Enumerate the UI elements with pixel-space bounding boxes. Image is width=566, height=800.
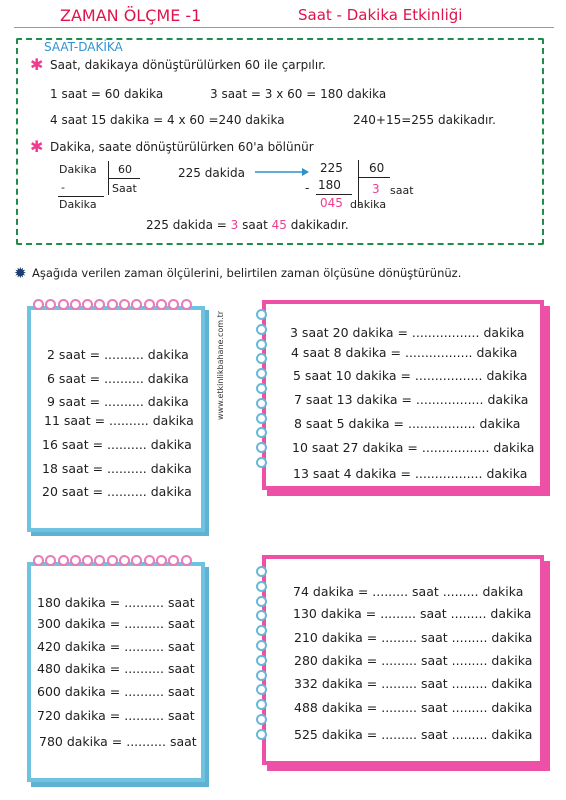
box3-item: 780 dakika = .......... saat: [39, 734, 197, 749]
box3-item: 300 dakika = .......... saat: [37, 616, 195, 631]
page-title: ZAMAN ÖLÇME -1: [60, 6, 202, 25]
box1-rings: [33, 299, 193, 310]
rule-2: Dakika, saate dönüştürülürken 60'a bölünür: [50, 140, 314, 154]
example-divisor: 60: [369, 161, 385, 175]
scheme-hline: [108, 178, 140, 179]
star-icon: ✱: [30, 55, 44, 74]
box2-rings: [256, 309, 267, 472]
box2-item: 5 saat 10 dakika = ................. dakika: [293, 368, 528, 383]
box4-item: 332 dakika = ......... saat ......... dakika: [294, 676, 533, 691]
example-2: 3 saat = 3 x 60 = 180 dakika: [210, 87, 387, 101]
result-line: 225 dakida = 3 saat 45 dakikadır.: [146, 218, 349, 232]
arrow-right-icon: [254, 166, 310, 178]
example-quotient: 3: [372, 182, 380, 196]
box1-item: 11 saat = .......... dakika: [44, 413, 194, 428]
box1-item: 20 saat = .......... dakika: [42, 484, 192, 499]
box2-item: 10 saat 27 dakika = ................. dakika: [292, 440, 535, 455]
example-subtract: 180: [318, 178, 341, 192]
page-subtitle: Saat - Dakika Etkinliği: [298, 6, 463, 24]
box2-item: 13 saat 4 dakika = ................. dakika: [293, 466, 528, 481]
example-dividend: 225: [320, 161, 343, 175]
box1-item: 2 saat = .......... dakika: [47, 347, 189, 362]
box2-item: 7 saat 13 dakika = ................. dakika: [294, 392, 529, 407]
example-label: 225 dakida: [178, 166, 245, 180]
scheme-dividend: Dakika: [59, 163, 97, 176]
example-remainder-unit: dakika: [350, 198, 387, 211]
box1-item: 9 saat = .......... dakika: [47, 394, 189, 409]
box4-item: 525 dakika = ......... saat ......... dakika: [294, 727, 533, 742]
box4-rings: [256, 566, 267, 744]
box4-item: 280 dakika = ......... saat ......... dakika: [294, 653, 533, 668]
example-remainder: 045: [320, 196, 343, 210]
star-icon: ✱: [30, 137, 44, 156]
box1-item: 16 saat = .......... dakika: [42, 437, 192, 452]
header-divider: [14, 27, 554, 28]
box4-item: 130 dakika = ......... saat ......... dakika: [293, 606, 532, 621]
example-3: 4 saat 15 dakika = 4 x 60 =240 dakika: [50, 113, 285, 127]
watermark: www.etkinlikbahane.com.tr: [216, 310, 225, 420]
scheme-underline: [58, 196, 104, 197]
box2-item: 3 saat 20 dakika = ................. dakika: [290, 325, 525, 340]
example-4: 240+15=255 dakikadır.: [353, 113, 496, 127]
scheme-remainder: Dakika: [59, 198, 97, 211]
box3-rings: [33, 555, 193, 566]
box3-item: 420 dakika = .......... saat: [37, 639, 195, 654]
box3-item: 180 dakika = .......... saat: [37, 595, 195, 610]
box2-item: 8 saat 5 dakika = ................. dakika: [294, 416, 521, 431]
scheme-minus: -: [61, 181, 65, 194]
scheme-quotient: Saat: [112, 182, 137, 195]
box1-item: 6 saat = .......... dakika: [47, 371, 189, 386]
example-minus: -: [305, 181, 310, 195]
example-hline: [358, 177, 390, 178]
example-1: 1 saat = 60 dakika: [50, 87, 164, 101]
gear-icon: ✹: [14, 264, 27, 282]
scheme-divisor: 60: [118, 163, 132, 176]
box2-item: 4 saat 8 dakika = ................. dakika: [291, 345, 518, 360]
instruction: Aşağıda verilen zaman ölçülerini, belirtilen zaman ölçüsüne dönüştürünüz.: [32, 266, 462, 280]
box3-item: 720 dakika = .......... saat: [37, 708, 195, 723]
box4-item: 74 dakika = ......... saat ......... dakika: [293, 584, 524, 599]
box4-item: 488 dakika = ......... saat ......... dakika: [294, 700, 533, 715]
example-underline: [316, 194, 352, 195]
box1-item: 18 saat = .......... dakika: [42, 461, 192, 476]
box4-item: 210 dakika = ......... saat ......... dakika: [294, 630, 533, 645]
example-quotient-unit: saat: [390, 184, 414, 197]
rule-1: Saat, dakikaya dönüştürülürken 60 ile çarpılır.: [50, 58, 326, 72]
box3-item: 480 dakika = .......... saat: [37, 661, 195, 676]
info-heading: SAAT-DAKİKA: [44, 40, 123, 54]
box3-item: 600 dakika = .......... saat: [37, 684, 195, 699]
